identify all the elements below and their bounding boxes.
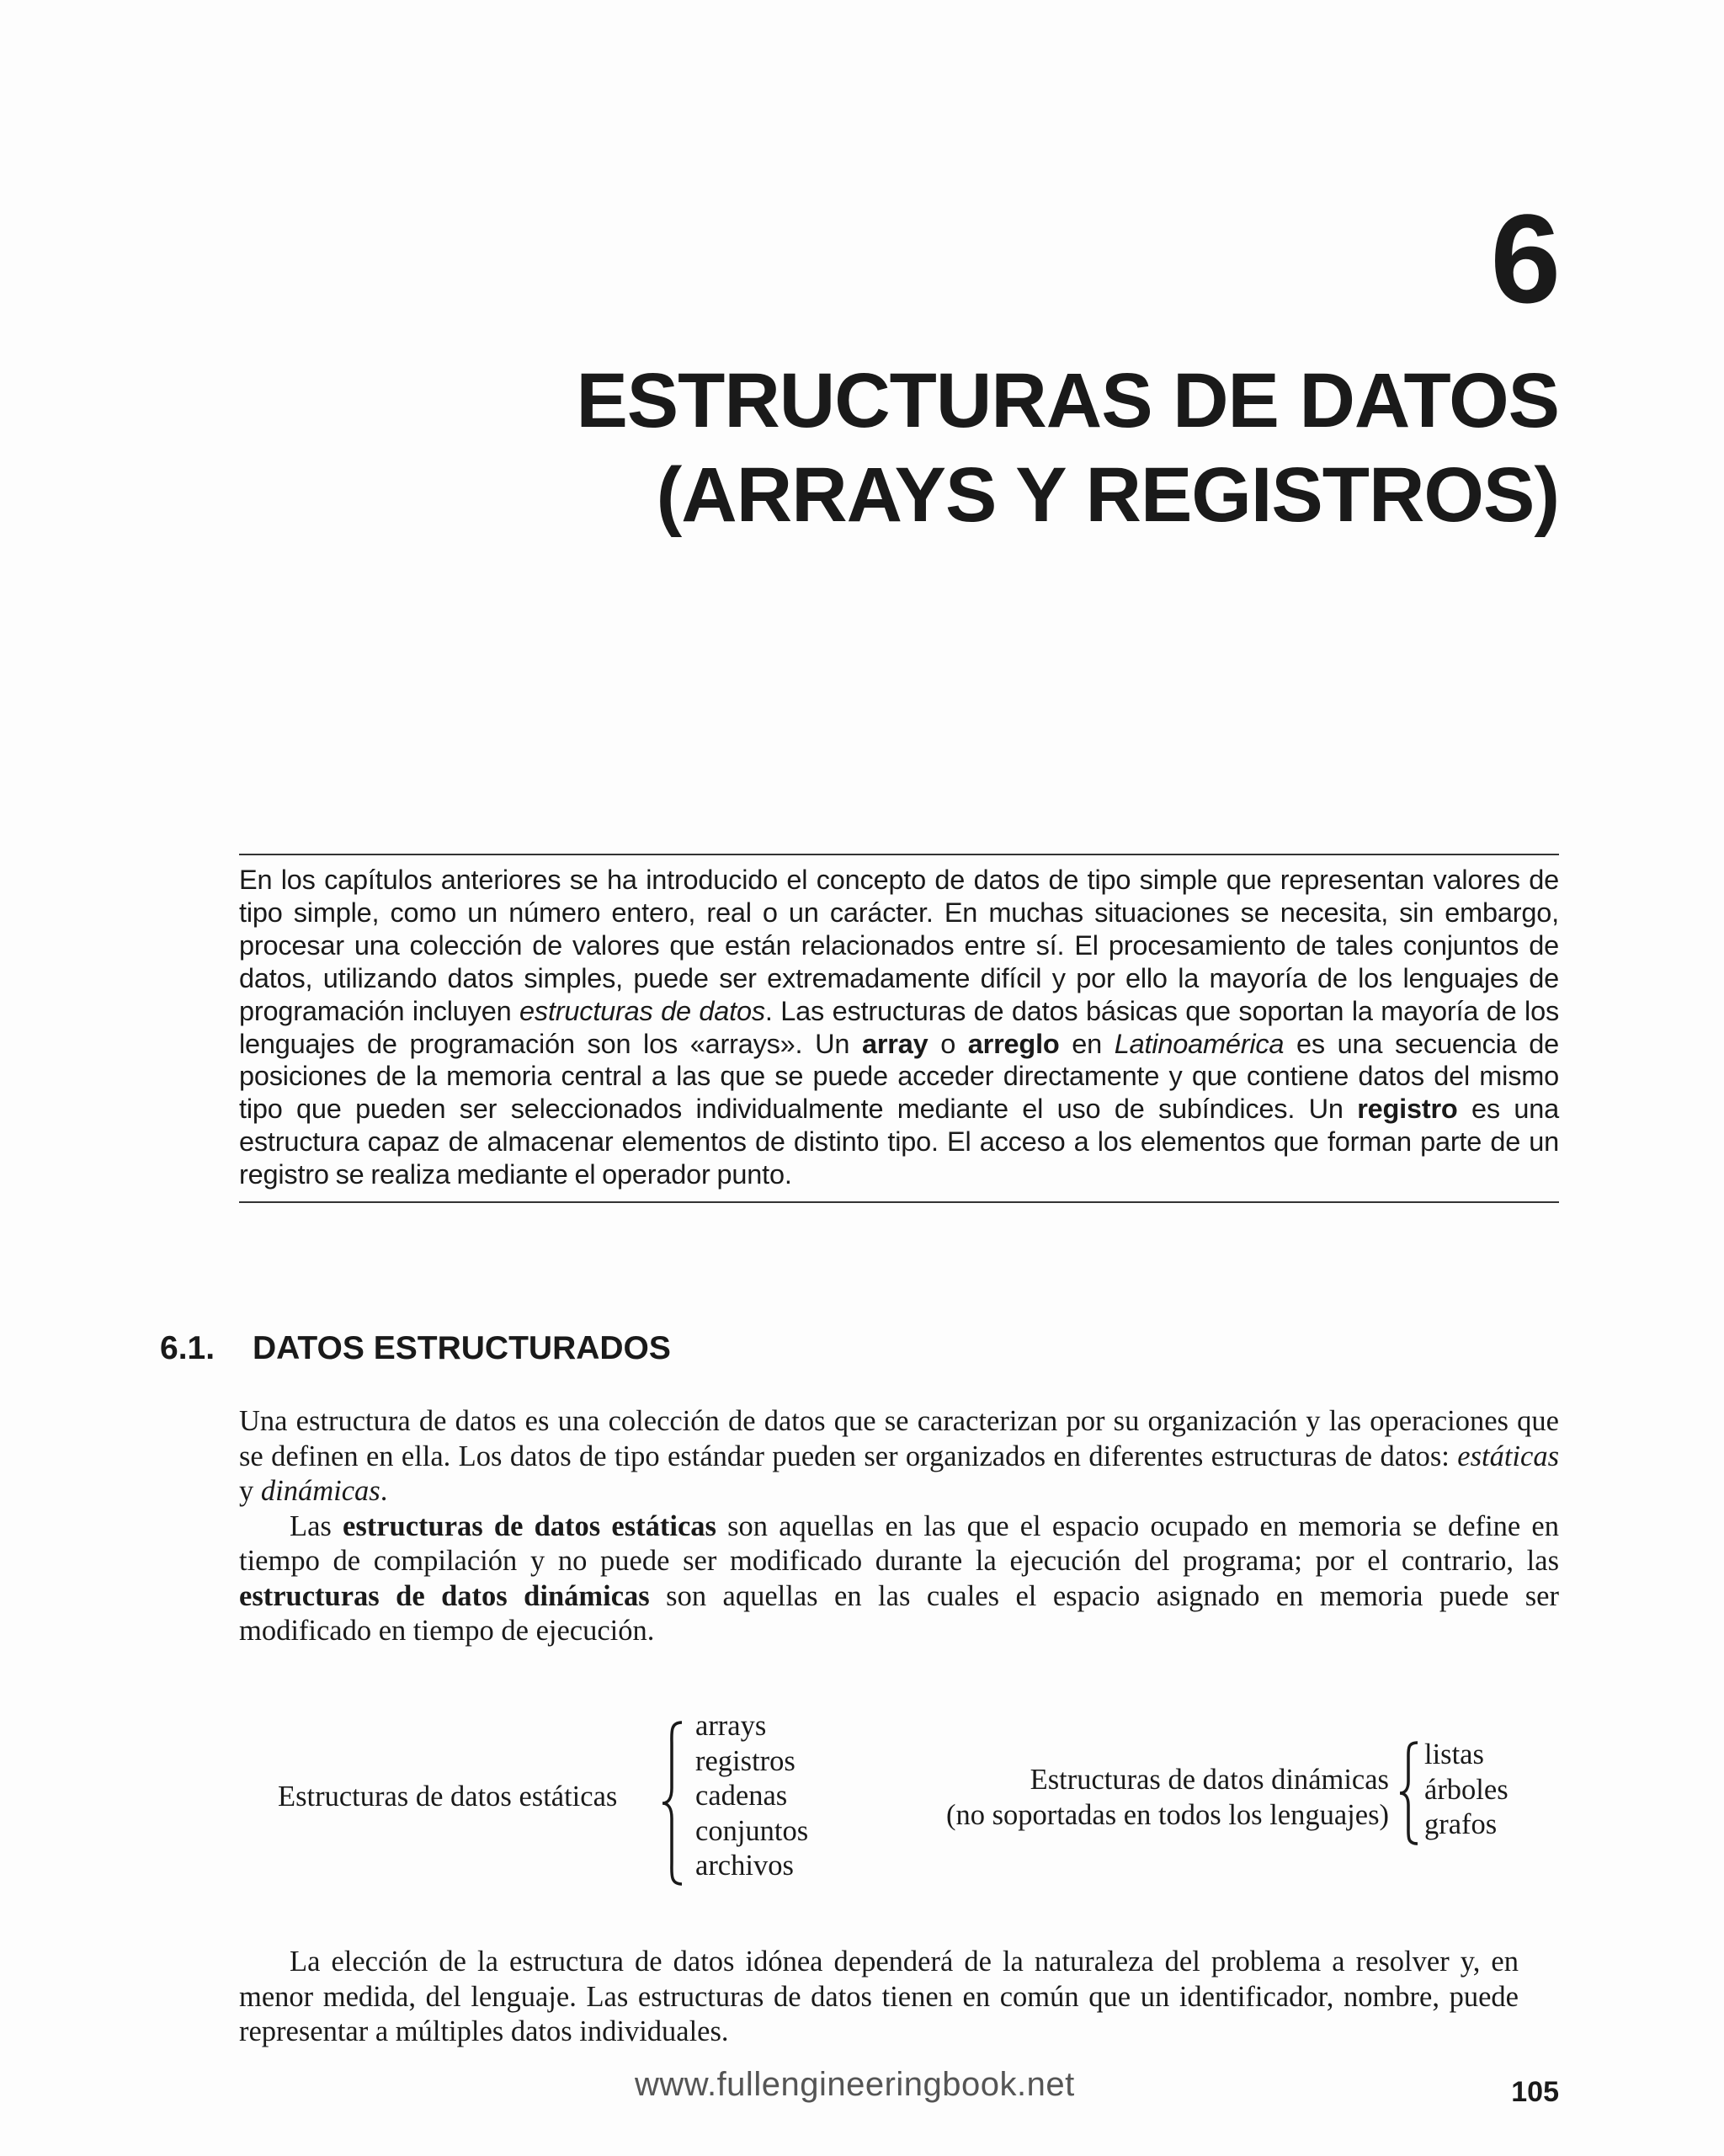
section-heading (160, 1330, 671, 1367)
list-item: arrays (695, 1710, 767, 1742)
static-structures-label: Estructuras de datos estáticas (278, 1781, 618, 1813)
section-number: 6.1. (160, 1330, 216, 1366)
abstract-text: En los capítulos anteriores se ha introducido el concepto de datos de tipo simple que representan valores de tipo simple, como un número entero, real o un carácter. En muchas situaciones se necesita, sin embargo, procesar una colección de valores que están relacionados entre sí. El procesamiento de tales conjuntos de datos, utilizando datos simples, puede ser extremadamente difícil y por ello la mayoría de los lenguajes de programación incluyen estructuras de datos. Las estructuras de datos básicas que soportan la mayoría de los lenguajes de programación son los «arrays». Un array o arreglo en Latinoamérica es una secuencia de posiciones de la memoria central a las que se puede acceder directamente y que contiene datos del mismo tipo que pueden ser seleccionados individualmente mediante el uso de subíndices. Un registro es una estructura capaz de almacenar elementos de distinto tipo. El acceso a los elementos que forman parte de un registro se realiza mediante el operador punto. (239, 865, 1560, 1190)
chapter-title (576, 354, 1559, 542)
dynamic-structures-label: Estructuras de datos dinámicas (1030, 1764, 1389, 1796)
page-number: 105 (1511, 2076, 1559, 2108)
abstract-emphasis-estructuras: estructuras de datos (519, 995, 765, 1026)
abstract-term-arreglo: arreglo (967, 1028, 1060, 1059)
left-brace-icon (660, 1719, 685, 1887)
abstract-term-registro: registro (1357, 1094, 1458, 1125)
dynamic-structures-note: (no soportadas en todos los lenguajes) (945, 1799, 1389, 1831)
dynamic-structures-list (1424, 1738, 1508, 1843)
list-item: cadenas (695, 1780, 788, 1812)
abstract-term-array: array (861, 1028, 929, 1059)
static-structures-list (695, 1709, 808, 1884)
chapter-title-line-2: (ARRAYS Y REGISTROS) (656, 452, 1559, 538)
paragraph: Una estructura de datos es una colección de datos que se caracterizan por su organización y las operaciones que se definen en ella. Los datos de tipo estándar pueden ser organizados en diferentes estructuras de datos: estáticas y dinámicas. Las estructuras de datos estáticas son aquellas en las que el espacio ocupado en memoria se define en tiempo de compilación y no puede ser modificado durante la ejecución del programa; por el contrario, las estructuras de datos dinámicas son aquellas en las cuales el espacio asignado en memoria puede ser modificado en tiempo de ejecución. (239, 1405, 1559, 1647)
list-item: árboles (1424, 1773, 1508, 1806)
abstract-emphasis-latinoamerica: Latinoamérica (1114, 1028, 1285, 1059)
chapter-abstract (239, 854, 1559, 1203)
chapter-number: 6 (1490, 188, 1559, 329)
list-item: registros (695, 1744, 795, 1777)
left-brace-icon (1397, 1739, 1421, 1847)
paragraph: La elección de la estructura de datos idónea dependerá de la naturaleza del problema a resolver y, en menor medida, del lenguaje. Las estructuras de datos tienen en común que un identificador, nombre, puede representar a múltiples datos individuales. (239, 1946, 1519, 2047)
chapter-title-line-1: ESTRUCTURAS DE DATOS (576, 358, 1559, 444)
list-item: grafos (1424, 1808, 1498, 1840)
list-item: archivos (695, 1850, 794, 1882)
section-title: DATOS ESTRUCTURADOS (253, 1330, 671, 1366)
term-dinamicas: estructuras de datos dinámicas (239, 1579, 650, 1612)
list-item: listas (1424, 1738, 1484, 1770)
term-estaticas: estructuras de datos estáticas (343, 1509, 716, 1542)
footer-url: www.fullengineeringbook.net (635, 2066, 1075, 2103)
list-item: conjuntos (695, 1814, 809, 1847)
